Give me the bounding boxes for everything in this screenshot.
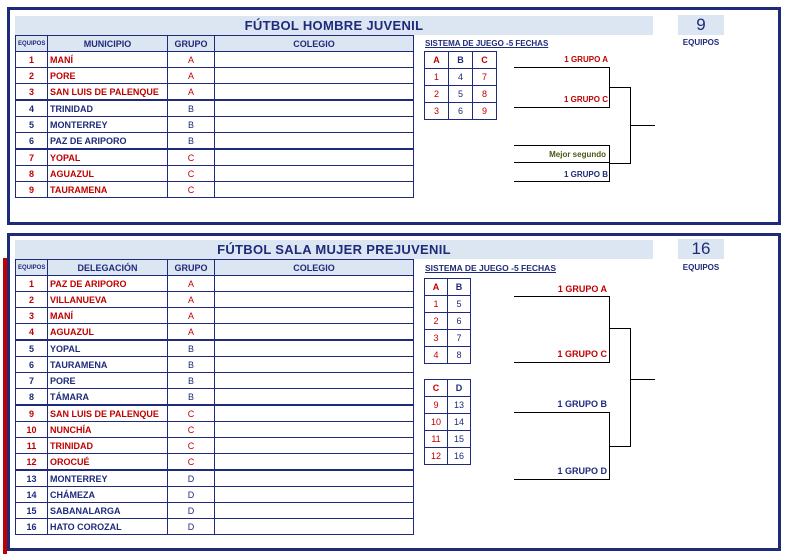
colegio-cell: [215, 308, 414, 324]
team-name: OROCUÉ: [48, 454, 168, 471]
colegio-cell: [215, 422, 414, 438]
team-name: TRINIDAD: [48, 438, 168, 454]
col-header-grupo: GRUPO: [168, 36, 215, 52]
grid-cell: 6: [448, 313, 471, 330]
row-number: 3: [16, 84, 48, 101]
grid-cell: 8: [448, 347, 471, 364]
team-name: PAZ DE ARIPORO: [48, 133, 168, 150]
team-name: SAN LUIS DE PALENQUE: [48, 405, 168, 422]
team-name: AGUAZUL: [48, 324, 168, 341]
grid-cell: 2: [425, 86, 449, 103]
table-row: [16, 182, 414, 198]
row-number: 13: [16, 470, 48, 487]
grid-cell: 4: [449, 69, 473, 86]
grid-cell: 3: [425, 330, 448, 347]
group-cell: A: [168, 324, 215, 341]
row-number: 4: [16, 100, 48, 117]
grid-row: [425, 414, 471, 431]
colegio-cell: [215, 357, 414, 373]
team-name: TAURAMENA: [48, 357, 168, 373]
team-name: NUNCHÍA: [48, 422, 168, 438]
row-number: 6: [16, 133, 48, 150]
grid-cell: 9: [425, 397, 448, 414]
groups-grid: [424, 51, 497, 120]
grid-cell: 5: [448, 296, 471, 313]
bracket-label-mejor-segundo: Mejor segundo: [549, 150, 606, 159]
group-cell: C: [168, 438, 215, 454]
grid-cell: 5: [449, 86, 473, 103]
group-cell: C: [168, 454, 215, 471]
team-name: MANÍ: [48, 308, 168, 324]
group-cell: C: [168, 422, 215, 438]
bracket-line: [514, 67, 610, 68]
group-cell: B: [168, 340, 215, 357]
table-row: [16, 149, 414, 166]
bracket-label-1-grupo-d: 1 GRUPO D: [557, 466, 607, 476]
colegio-cell: [215, 182, 414, 198]
row-number: 4: [16, 324, 48, 341]
table-row: [16, 324, 414, 341]
row-number: 16: [16, 519, 48, 535]
colegio-cell: [215, 503, 414, 519]
grid-row: [425, 86, 497, 103]
grid-row: [425, 330, 471, 347]
row-number: 9: [16, 182, 48, 198]
grid-cell: 9: [473, 103, 497, 120]
colegio-cell: [215, 470, 414, 487]
table-header-row: [16, 36, 414, 52]
group-cell: A: [168, 292, 215, 308]
row-number: 7: [16, 149, 48, 166]
grid-header-cell: C: [425, 380, 448, 397]
table-row: [16, 308, 414, 324]
colegio-cell: [215, 84, 414, 101]
row-number: 12: [16, 454, 48, 471]
bracket-line: [609, 446, 631, 447]
teams-table: [15, 35, 414, 198]
team-name: YOPAL: [48, 340, 168, 357]
team-name: PORE: [48, 373, 168, 389]
sistema-juego-label: SISTEMA DE JUEGO -5 FECHAS: [425, 263, 556, 273]
colegio-cell: [215, 149, 414, 166]
team-name: MONTERREY: [48, 117, 168, 133]
team-name: CHÁMEZA: [48, 487, 168, 503]
teams-table: [15, 259, 414, 535]
row-number: 5: [16, 117, 48, 133]
grid-cell: 15: [448, 431, 471, 448]
colegio-cell: [215, 52, 414, 68]
table-row: [16, 470, 414, 487]
bracket-line: [514, 181, 610, 182]
grid-cell: 13: [448, 397, 471, 414]
group-cell: C: [168, 149, 215, 166]
bracket-label-1-grupo-a: 1 GRUPO A: [564, 55, 608, 64]
team-name: YOPAL: [48, 149, 168, 166]
team-name: AGUAZUL: [48, 166, 168, 182]
table-row: [16, 133, 414, 150]
bracket-line: [609, 87, 631, 88]
grid-cell: 10: [425, 414, 448, 431]
group-cell: A: [168, 68, 215, 84]
table-row: [16, 52, 414, 68]
colegio-cell: [215, 405, 414, 422]
grid-header-cell: A: [425, 279, 448, 296]
colegio-cell: [215, 292, 414, 308]
grid-cell: 7: [473, 69, 497, 86]
table-row: [16, 438, 414, 454]
bracket-line: [514, 479, 610, 480]
table-header-row: [16, 260, 414, 276]
grid-header-row: [425, 279, 471, 296]
grid-cell: 6: [449, 103, 473, 120]
grid-header-cell: B: [448, 279, 471, 296]
grid-cell: 1: [425, 69, 449, 86]
colegio-cell: [215, 454, 414, 471]
grid-header-row: [425, 52, 497, 69]
bracket-line: [609, 296, 610, 362]
team-count-label: EQUIPOS: [682, 38, 720, 47]
colegio-cell: [215, 340, 414, 357]
table-row: [16, 292, 414, 308]
row-number: 8: [16, 389, 48, 406]
group-cell: C: [168, 405, 215, 422]
row-number: 3: [16, 308, 48, 324]
team-name: TÁMARA: [48, 389, 168, 406]
table-row: [16, 166, 414, 182]
colegio-cell: [215, 324, 414, 341]
group-cell: A: [168, 276, 215, 292]
row-number: 14: [16, 487, 48, 503]
bracket-line: [514, 362, 610, 363]
bracket-line: [514, 412, 610, 413]
row-number: 9: [16, 405, 48, 422]
bracket-label-1-grupo-c: 1 GRUPO C: [563, 95, 608, 104]
group-cell: C: [168, 166, 215, 182]
sistema-juego-label: SISTEMA DE JUEGO -5 FECHAS: [425, 39, 549, 48]
grid-row: [425, 347, 471, 364]
grid-cell: 3: [425, 103, 449, 120]
grid-row: [425, 296, 471, 313]
grid-header-cell: A: [425, 52, 449, 69]
table-row: [16, 454, 414, 471]
table-row: [16, 100, 414, 117]
grid-row: [425, 69, 497, 86]
group-cell: B: [168, 373, 215, 389]
group-cell: C: [168, 182, 215, 198]
row-number: 2: [16, 292, 48, 308]
bracket-line: [609, 328, 631, 329]
groups-grid-ab: [424, 278, 471, 364]
grid-row: [425, 448, 471, 465]
colegio-cell: [215, 117, 414, 133]
colegio-cell: [215, 166, 414, 182]
row-number: 1: [16, 52, 48, 68]
table-row: [16, 276, 414, 292]
team-name: TAURAMENA: [48, 182, 168, 198]
grid-cell: 14: [448, 414, 471, 431]
group-cell: B: [168, 357, 215, 373]
table-row: [16, 357, 414, 373]
group-cell: B: [168, 133, 215, 150]
team-count: 9: [678, 15, 724, 35]
table-row: [16, 340, 414, 357]
table-row: [16, 519, 414, 535]
table-row: [16, 117, 414, 133]
grid-cell: 16: [448, 448, 471, 465]
table-row: [16, 503, 414, 519]
bracket-line: [609, 163, 631, 164]
row-number: 2: [16, 68, 48, 84]
bracket-line: [514, 296, 610, 297]
grid-row: [425, 431, 471, 448]
grid-cell: 7: [448, 330, 471, 347]
grid-row: [425, 313, 471, 330]
table-row: [16, 84, 414, 101]
bracket-label-1-grupo-c: 1 GRUPO C: [557, 349, 607, 359]
col-header-municipio: MUNICIPIO: [48, 36, 168, 52]
col-header-equipos: EQUIPOS: [16, 36, 48, 52]
team-name: MANÍ: [48, 52, 168, 68]
team-name: MONTERREY: [48, 470, 168, 487]
bracket-label-1-grupo-b: 1 GRUPO B: [557, 399, 607, 409]
group-cell: B: [168, 117, 215, 133]
group-cell: B: [168, 389, 215, 406]
bracket-line: [630, 379, 655, 380]
table-row: [16, 487, 414, 503]
grid-cell: 1: [425, 296, 448, 313]
col-header-grupo: GRUPO: [168, 260, 215, 276]
groups-grid-cd: [424, 379, 471, 465]
section-title: FÚTBOL HOMBRE JUVENIL: [15, 16, 653, 35]
grid-header-row: [425, 380, 471, 397]
team-count-label: EQUIPOS: [682, 263, 720, 272]
row-number: 7: [16, 373, 48, 389]
row-number: 6: [16, 357, 48, 373]
colegio-cell: [215, 100, 414, 117]
table-row: [16, 405, 414, 422]
table-row: [16, 373, 414, 389]
team-name: SABANALARGA: [48, 503, 168, 519]
grid-cell: 2: [425, 313, 448, 330]
team-name: TRINIDAD: [48, 100, 168, 117]
colegio-cell: [215, 373, 414, 389]
grid-cell: 12: [425, 448, 448, 465]
grid-cell: 8: [473, 86, 497, 103]
grid-header-cell: D: [448, 380, 471, 397]
row-number: 1: [16, 276, 48, 292]
row-number: 10: [16, 422, 48, 438]
colegio-cell: [215, 519, 414, 535]
group-cell: D: [168, 470, 215, 487]
colegio-cell: [215, 487, 414, 503]
bracket-line: [514, 107, 610, 108]
col-header-colegio: COLEGIO: [215, 260, 414, 276]
section-title: FÚTBOL SALA MUJER PREJUVENIL: [15, 240, 653, 259]
grid-row: [425, 103, 497, 120]
row-number: 8: [16, 166, 48, 182]
team-name: HATO COROZAL: [48, 519, 168, 535]
group-cell: D: [168, 503, 215, 519]
grid-cell: 4: [425, 347, 448, 364]
group-cell: A: [168, 52, 215, 68]
col-header-colegio: COLEGIO: [215, 36, 414, 52]
group-cell: D: [168, 487, 215, 503]
group-cell: B: [168, 100, 215, 117]
row-number: 5: [16, 340, 48, 357]
bracket-label-1-grupo-a: 1 GRUPO A: [557, 284, 607, 294]
group-cell: A: [168, 308, 215, 324]
table-row: [16, 422, 414, 438]
team-name: PAZ DE ARIPORO: [48, 276, 168, 292]
team-count: 16: [678, 239, 724, 259]
grid-header-cell: B: [449, 52, 473, 69]
row-number: 11: [16, 438, 48, 454]
group-cell: D: [168, 519, 215, 535]
table-row: [16, 68, 414, 84]
team-name: VILLANUEVA: [48, 292, 168, 308]
colegio-cell: [215, 389, 414, 406]
col-header-delegacion: DELEGACIÓN: [48, 260, 168, 276]
bracket-line: [630, 328, 631, 446]
grid-cell: 11: [425, 431, 448, 448]
grid-header-cell: C: [473, 52, 497, 69]
group-cell: A: [168, 84, 215, 101]
row-number: 15: [16, 503, 48, 519]
team-name: SAN LUIS DE PALENQUE: [48, 84, 168, 101]
colegio-cell: [215, 438, 414, 454]
col-header-equipos: EQUIPOS: [16, 260, 48, 276]
colegio-cell: [215, 276, 414, 292]
bracket-line: [630, 125, 655, 126]
bracket-label-1-grupo-b: 1 GRUPO B: [563, 170, 608, 179]
bracket-line: [514, 162, 610, 163]
team-name: PORE: [48, 68, 168, 84]
colegio-cell: [215, 68, 414, 84]
table-row: [16, 389, 414, 406]
grid-row: [425, 397, 471, 414]
colegio-cell: [215, 133, 414, 150]
bracket-line: [514, 145, 610, 146]
